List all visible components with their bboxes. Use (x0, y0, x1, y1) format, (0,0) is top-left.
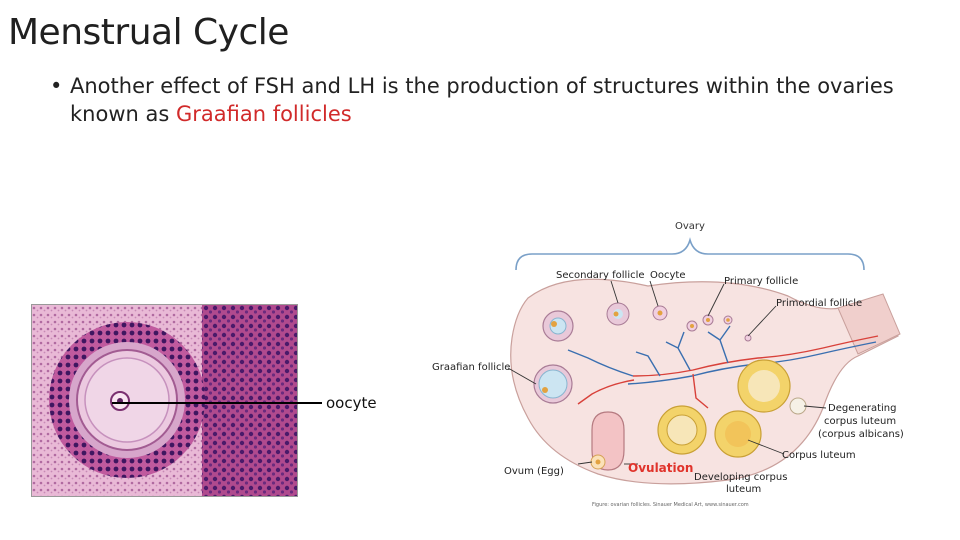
label-degenerating: Degenerating (828, 403, 897, 414)
bullet-dot: • (50, 74, 63, 98)
label-primary-follicle: Primary follicle (724, 276, 799, 287)
figure-credit: Figure: ovarian follicles. Sinauer Medical Art, www.sinauer.com (592, 502, 749, 508)
label-corpus-albicans: (corpus albicans) (818, 429, 904, 440)
label-ovulation: Ovulation (628, 461, 694, 475)
slide-title: Menstrual Cycle (8, 12, 289, 53)
label-secondary-follicle: Secondary follicle (556, 270, 645, 281)
label-developing-luteum: luteum (726, 484, 762, 495)
label-corpus-luteum: Corpus luteum (782, 450, 856, 461)
bullet-text-block (50, 72, 930, 128)
bullet-point (50, 72, 930, 128)
oocyte-label: oocyte (326, 394, 377, 412)
follicle-micrograph (31, 304, 298, 497)
label-ovary: Ovary (675, 221, 705, 232)
label-primordial-follicle: Primordial follicle (776, 298, 863, 309)
bullet-highlight: Graafian follicles (175, 102, 352, 126)
label-ovum: Ovum (Egg) (504, 466, 564, 477)
label-developing-corpus: Developing corpus (694, 472, 788, 483)
label-degenerating-corpus: corpus luteum (824, 416, 897, 427)
ovary-diagram (428, 208, 908, 518)
micrograph-image (32, 305, 297, 496)
label-oocyte: Oocyte (650, 270, 686, 281)
oocyte-pointer-line (112, 402, 322, 404)
ovary-brace (516, 240, 864, 270)
label-graafian-follicle: Graafian follicle (432, 362, 511, 373)
bullet-text: Another effect of FSH and LH is the production of structures within the ovaries known as (70, 74, 894, 126)
